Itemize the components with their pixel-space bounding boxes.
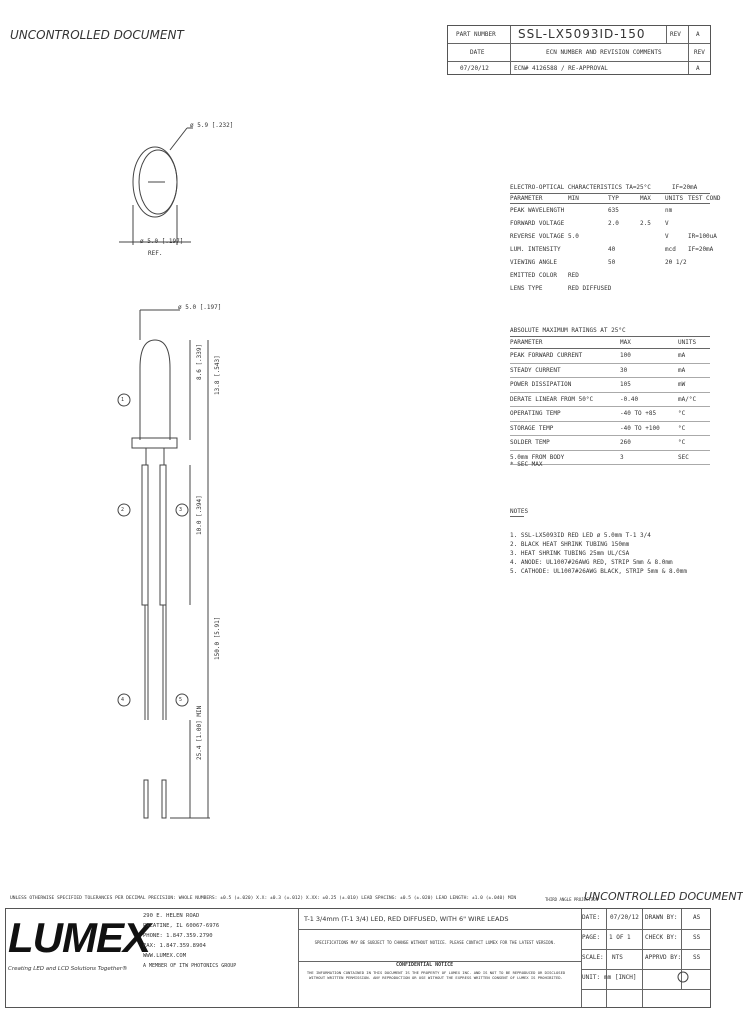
led-side-view bbox=[110, 300, 230, 830]
unit-label: UNIT: bbox=[582, 974, 601, 981]
eo-cell: V bbox=[665, 233, 669, 240]
max-cell: 5.0mm FROM BODY bbox=[510, 453, 565, 461]
rev-value: A bbox=[696, 31, 700, 38]
eo-cell: REVERSE VOLTAGE bbox=[510, 233, 565, 240]
note-5: 5. CATHODE: UL1007#26AWG BLACK, STRIP 5mm & 8.0mm bbox=[510, 568, 688, 575]
dim-top-diameter: ø 5.9 [.232] bbox=[190, 122, 234, 129]
eo-cell: RED DIFFUSED bbox=[568, 285, 612, 292]
note-2: 2. BLACK HEAT SHRINK TUBING 150mm bbox=[510, 541, 630, 548]
part-number-label: PART NUMBER bbox=[456, 31, 496, 38]
max-cell: 3 bbox=[620, 453, 624, 461]
note-4: 4. ANODE: UL1007#26AWG RED, STRIP 5mm & 8.0mm bbox=[510, 559, 673, 566]
callout-3: 3 bbox=[179, 507, 183, 513]
max-cell: -40 TO +100 bbox=[620, 424, 660, 432]
page-value: 1 OF 1 bbox=[609, 934, 631, 941]
max-header-cell: PARAMETER bbox=[510, 339, 543, 346]
unit-value: mm [INCH] bbox=[604, 974, 637, 981]
ecn-label: ECN NUMBER AND REVISION COMMENTS bbox=[546, 49, 662, 56]
confidential-text: THE INFORMATION CONTAINED IN THIS DOCUMENT IS THE PROPERTY OF LUMEX INC. AND IS NOT TO BE REPRODUCED OR DISCLOSED WITHOUT WRITTEN PERMISSION. ANY REPRODUCTION OR USE WITHOUT THE EXPRESS WRITTEN CONSENT OF LUMEX IS PROHIBITED. bbox=[306, 970, 566, 980]
eo-cell: 2θ 1/2 bbox=[665, 259, 687, 266]
max-title: ABSOLUTE MAXIMUM RATINGS AT 25°C bbox=[510, 327, 626, 334]
watermark-top: UNCONTROLLED DOCUMENT bbox=[10, 28, 184, 42]
max-cell: 260 bbox=[620, 439, 631, 446]
max-cell: -0.40 bbox=[620, 395, 639, 403]
date-label-tb: DATE: bbox=[582, 914, 601, 921]
approved-value: SS bbox=[693, 954, 701, 961]
watermark-bottom: UNCONTROLLED DOCUMENT bbox=[584, 890, 743, 903]
company-group: A MEMBER OF ITW PHOTONICS GROUP bbox=[143, 963, 237, 969]
max-cell: PEAK FORWARD CURRENT bbox=[510, 352, 583, 359]
address-phone: PHONE: 1.847.359.2790 bbox=[143, 933, 213, 939]
rev-label: REV bbox=[670, 31, 681, 38]
dim-v4: 10.0 [.394] bbox=[196, 495, 203, 535]
eo-cell: 635 bbox=[608, 207, 619, 214]
eo-cell: RED bbox=[568, 272, 579, 279]
eo-title: ELECTRO-OPTICAL CHARACTERISTICS TA=25°C bbox=[510, 184, 651, 191]
eo-cell: V bbox=[665, 220, 669, 227]
company-tagline: Creating LED and LCD Solutions Together® bbox=[8, 966, 128, 972]
max-cell: 100 bbox=[620, 352, 631, 359]
max-table-row bbox=[510, 436, 710, 451]
max-table-row bbox=[510, 393, 710, 408]
notes-title: NOTES bbox=[510, 508, 529, 515]
eo-table-row bbox=[510, 256, 710, 269]
max-cell: mA bbox=[678, 366, 686, 374]
max-cell: °C bbox=[678, 410, 686, 417]
max-table-row bbox=[510, 422, 710, 437]
lumex-logo: LUMEX bbox=[8, 914, 150, 961]
rev-col-label: REV bbox=[694, 49, 705, 56]
eo-cell: 2.0 bbox=[608, 220, 619, 227]
dim-v5: 25.4 [1.00] MIN bbox=[196, 705, 203, 760]
scale-label: SCALE: bbox=[582, 954, 604, 961]
confidential-title: CONFIDENTIAL NOTICE bbox=[396, 962, 454, 968]
third-angle: THIRD ANGLE PROJECTION bbox=[545, 897, 598, 902]
checked-value: SS bbox=[693, 934, 701, 941]
spec-note: SPECIFICATIONS MAY BE SUBJECT TO CHANGE WITHOUT NOTICE. PLEASE CONTACT LUMEX FOR THE LATEST VERSION. bbox=[314, 940, 556, 945]
eo-cell: VIEWING ANGLE bbox=[510, 259, 557, 266]
led-top-view bbox=[115, 110, 235, 270]
tolerance-text: UNLESS OTHERWISE SPECIFIED TOLERANCES PER DECIMAL PRECISION: WHOLE NUMBERS: ±0.5 (±.020) X.X: ±0.3 (±.012) X.XX: ±0.25 (±.010) LEAD SPACING: ±0.5 (±.020) LEAD LENGTH: ±1.0 (±.040) MIN bbox=[10, 896, 517, 901]
eo-cell: EMITTED COLOR bbox=[510, 272, 557, 279]
part-description: T-1 3/4mm (T-1 3/4) LED, RED DIFFUSED, WITH 6" WIRE LEADS bbox=[304, 915, 509, 923]
eo-unit-note: IF=20mA bbox=[672, 184, 698, 191]
eo-table-row bbox=[510, 269, 710, 282]
dim-v1: 8.6 [.339] bbox=[196, 343, 203, 380]
max-table-row bbox=[510, 378, 710, 393]
address-web: WWW.LUMEX.COM bbox=[143, 953, 187, 959]
address-line-1: 290 E. HELEN ROAD bbox=[143, 913, 200, 919]
callout-4: 4 bbox=[121, 697, 125, 703]
drawn-label: DRAWN BY: bbox=[645, 914, 678, 921]
max-header-cell: UNITS bbox=[678, 339, 697, 346]
max-cell: DERATE LINEAR FROM 50°C bbox=[510, 395, 594, 403]
eo-cell: 5.0 bbox=[568, 233, 579, 240]
max-table-row bbox=[510, 407, 710, 422]
drawn-value: AS bbox=[693, 914, 701, 921]
page-label: PAGE: bbox=[582, 934, 601, 941]
eo-header-cell: PARAMETER bbox=[510, 195, 543, 202]
max-cell: STEADY CURRENT bbox=[510, 366, 561, 374]
eo-cell: IR=100uA bbox=[688, 233, 717, 240]
date-label: DATE bbox=[470, 49, 485, 56]
max-footnote: * SEC MAX bbox=[510, 461, 543, 468]
eo-cell: mcd bbox=[665, 246, 676, 253]
dim-lens: ø 5.0 [.197] bbox=[178, 304, 222, 311]
eo-cell: 2.5 bbox=[640, 220, 651, 227]
eo-cell: FORWARD VOLTAGE bbox=[510, 220, 565, 227]
max-cell: mW bbox=[678, 381, 686, 388]
max-table-row bbox=[510, 349, 710, 364]
callout-1: 1 bbox=[121, 397, 125, 403]
max-cell: mA bbox=[678, 352, 686, 359]
address-line-2: PALATINE, IL 60067-6976 bbox=[143, 923, 220, 929]
dim-base-diameter: ø 5.0 [.197] bbox=[140, 238, 184, 245]
eo-header-cell: TYP bbox=[608, 195, 619, 202]
row-date: 07/20/12 bbox=[460, 65, 489, 72]
max-table bbox=[510, 336, 710, 465]
eo-header-cell: MIN bbox=[568, 195, 579, 202]
eo-header-cell: TEST COND bbox=[688, 195, 721, 202]
callout-5: 5 bbox=[179, 697, 183, 703]
eo-table-row bbox=[510, 243, 714, 256]
eo-header-cell: UNITS bbox=[665, 195, 684, 202]
max-cell: OPERATING TEMP bbox=[510, 410, 561, 417]
address-fax: FAX: 1.847.359.8904 bbox=[143, 943, 206, 949]
note-3: 3. HEAT SHRINK TUBING 25mm UL/CSA bbox=[510, 550, 630, 557]
note-1: 1. SSL-LX5093ID RED LED ø 5.0mm T-1 3/4 bbox=[510, 532, 651, 539]
eo-cell: LENS TYPE bbox=[510, 285, 543, 292]
max-header-cell: MAX bbox=[620, 339, 631, 346]
eo-cell: nm bbox=[665, 207, 673, 214]
max-cell: STORAGE TEMP bbox=[510, 424, 554, 432]
eo-cell: PEAK WAVELENGTH bbox=[510, 207, 565, 214]
row-rev: A bbox=[696, 65, 700, 72]
eo-table-row bbox=[510, 282, 710, 295]
max-cell: °C bbox=[678, 424, 686, 432]
eo-table-row bbox=[510, 217, 710, 230]
date-value-tb: 07/20/12 bbox=[610, 914, 639, 921]
scale-value: NTS bbox=[612, 954, 623, 961]
eo-table bbox=[510, 193, 721, 295]
dim-base-ref: REF. bbox=[148, 250, 163, 257]
max-table-row bbox=[510, 364, 710, 379]
eo-cell: LUM. INTENSITY bbox=[510, 246, 561, 253]
max-cell: 105 bbox=[620, 381, 631, 388]
max-cell: -40 TO +85 bbox=[620, 410, 657, 417]
callout-2: 2 bbox=[121, 507, 125, 513]
max-cell: mA/°C bbox=[678, 395, 697, 403]
max-cell: SEC bbox=[678, 453, 689, 461]
row-comment: ECN# 4126588 / RE-APPROVAL bbox=[514, 65, 608, 72]
eo-table-row bbox=[510, 230, 717, 243]
part-number: SSL-LX5093ID-150 bbox=[518, 27, 646, 41]
ul-mark-icon bbox=[676, 970, 690, 984]
max-cell: 30 bbox=[620, 366, 628, 374]
revision-block bbox=[447, 25, 711, 75]
checked-label: CHECK BY: bbox=[645, 934, 678, 941]
eo-cell: 40 bbox=[608, 246, 616, 253]
max-cell: POWER DISSIPATION bbox=[510, 381, 572, 388]
dim-v3: 150.0 [5.91] bbox=[214, 616, 221, 660]
eo-cell: IF=20mA bbox=[688, 246, 714, 253]
approved-label: APPRVD BY: bbox=[645, 954, 682, 961]
max-cell: °C bbox=[678, 439, 686, 446]
max-cell: SOLDER TEMP bbox=[510, 439, 550, 446]
dim-v2: 13.8 [.543] bbox=[214, 355, 221, 395]
eo-cell: 50 bbox=[608, 259, 616, 266]
eo-header-cell: MAX bbox=[640, 195, 651, 202]
eo-table-row bbox=[510, 204, 710, 217]
